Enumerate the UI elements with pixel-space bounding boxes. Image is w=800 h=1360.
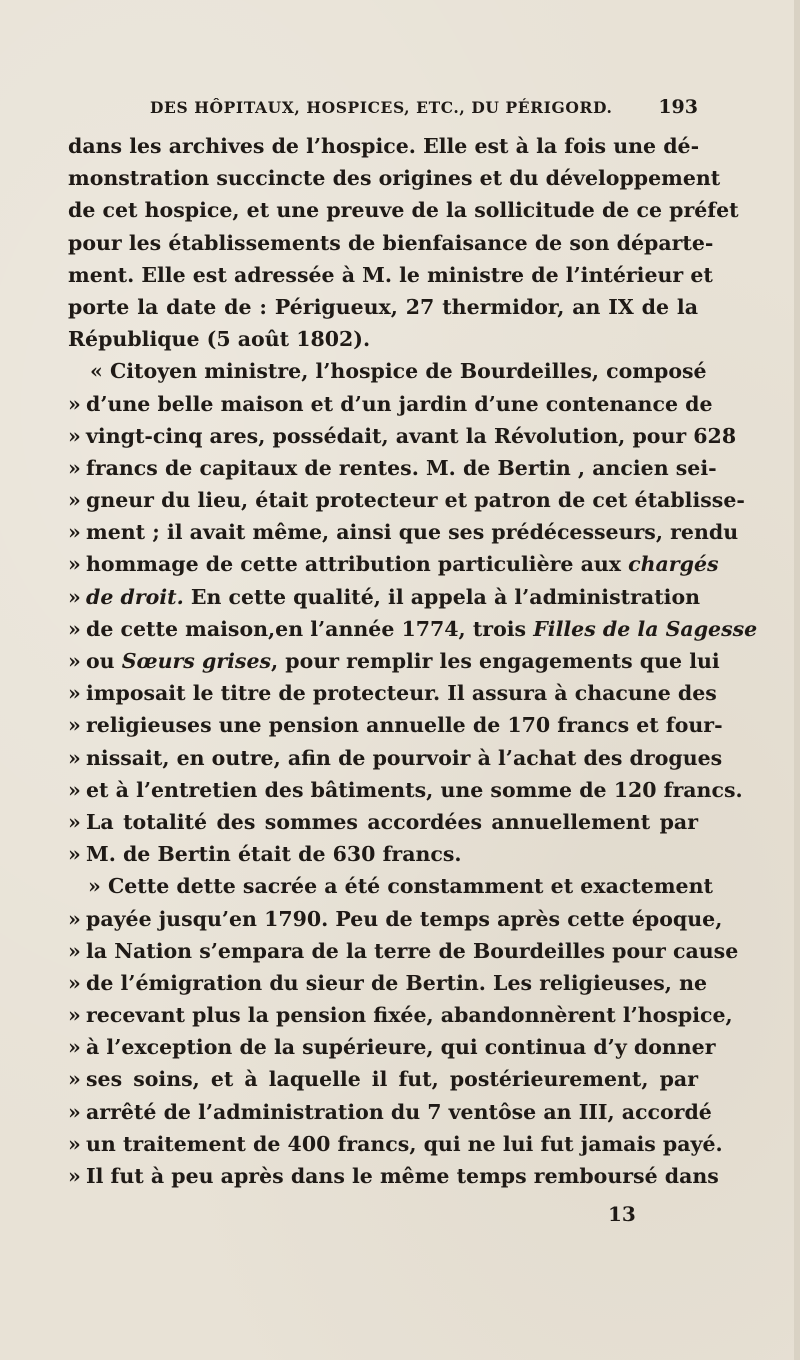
quote-text: la Nation s’empara de la terre de Bourdeilles pour cause (86, 938, 739, 963)
page-edge (794, 0, 800, 1360)
quote-italic-text: Sœurs grises (121, 649, 272, 673)
quote-opening-line: » Cette dette sacrée a été constamment et exactement (88, 874, 713, 899)
guillemet: » (68, 488, 81, 513)
quote-italic-text: de droit. (86, 584, 184, 609)
quote-text: de l’émigration du sieur de Bertin. Les religieuses, ne (86, 970, 708, 995)
guillemet: » (68, 681, 81, 706)
guillemet: » (68, 842, 81, 867)
text-line: République (5 août 1802). (68, 327, 371, 352)
quote-text: de cette maison,en l’année 1774, trois (86, 616, 534, 641)
quote-text: payée jusqu’en 1790. Peu de temps après cette époque, (86, 906, 723, 931)
text-line: pour les établissements de bienfaisance de son départe- (68, 230, 714, 255)
quote-line (68, 1128, 723, 1160)
quote-line (68, 999, 733, 1031)
quote-text: et à l’entretien des bâtiments, une somme de 120 francs. (86, 777, 743, 802)
quote-text: ses soins, et à laquelle il fut, postérieurement, par (86, 1067, 698, 1092)
quote-text: ment ; il avait même, ainsi que ses prédécesseurs, rendu (86, 520, 739, 545)
quote-text: religieuses une pension annuelle de 170 francs et four- (86, 713, 723, 738)
guillemet: » (68, 809, 81, 834)
quote-text: nissait, en outre, afin de pourvoir à l’achat des drogues (86, 745, 723, 770)
quote-text: M. de Bertin était de 630 francs. (86, 842, 462, 867)
page-header (150, 96, 698, 124)
quote-line (68, 452, 717, 484)
guillemet: » (68, 777, 81, 802)
quote-line (68, 709, 723, 741)
quote-line (68, 935, 739, 967)
quote-text: , pour remplir les engagements que lui (271, 649, 720, 673)
body-text (68, 130, 758, 1192)
quote-text: francs de capitaux de rentes. M. de Bertin , ancien sei- (86, 455, 717, 480)
quote-line (68, 548, 719, 580)
guillemet: » (68, 584, 81, 609)
quote-text: un traitement de 400 francs, qui ne lui fut jamais payé. (86, 1131, 723, 1156)
quote-line (68, 420, 737, 452)
quote-text: recevant plus la pension fixée, abandonnèrent l’hospice, (86, 1003, 733, 1028)
text-line: ment. Elle est adressée à M. le ministre de l’intérieur et (68, 262, 713, 287)
guillemet: » (68, 970, 81, 995)
quote-line (68, 388, 713, 420)
guillemet: » (68, 713, 81, 738)
quote-line (68, 838, 698, 870)
quote-text: ou (86, 649, 122, 673)
quote-line (68, 484, 745, 516)
quote-line (68, 903, 723, 935)
guillemet: » (68, 1003, 81, 1028)
quote-line (68, 806, 698, 838)
quote-line (68, 581, 701, 613)
quote-line (68, 613, 758, 645)
guillemet: » (68, 616, 81, 641)
quote-text: arrêté de l’administration du 7 ventôse an III, accordé (86, 1099, 712, 1124)
quote-text: La totalité des sommes accordées annuellement par (86, 809, 698, 834)
quote-line (68, 742, 723, 774)
text-line: porte la date de : Périgueux, 27 thermidor, an IX de la (68, 294, 698, 319)
running-title: DES HÔPITAUX, HOSPICES, ETC., DU PÉRIGORD. (150, 98, 613, 117)
quote-line (68, 677, 717, 709)
quote-line (68, 1160, 719, 1192)
quote-text: imposait le titre de protecteur. Il assura à chacune des (86, 681, 717, 706)
quote-line (68, 516, 739, 548)
text-line: monstration succincte des origines et du développement (68, 166, 721, 191)
text-line: de cet hospice, et une preuve de la sollicitude de ce préfet (68, 198, 739, 223)
quote-italic-text: chargés (628, 552, 719, 577)
guillemet: » (68, 520, 81, 545)
guillemet: » (68, 391, 81, 416)
guillemet: » (68, 552, 81, 577)
guillemet: » (68, 1164, 81, 1188)
guillemet: » (68, 745, 81, 770)
quote-line (68, 1096, 712, 1128)
quote-text: En cette qualité, il appela à l’administration (183, 584, 701, 609)
guillemet: » (68, 906, 81, 931)
guillemet: » (68, 938, 81, 963)
quote-line (68, 645, 720, 677)
text-line: dans les archives de l’hospice. Elle est à la fois une dé- (68, 134, 700, 158)
page-number: 193 (658, 96, 698, 118)
guillemet: » (68, 455, 81, 480)
guillemet: » (68, 1131, 81, 1156)
quote-line (68, 1031, 716, 1063)
guillemet: » (68, 1067, 81, 1092)
guillemet: » (68, 1035, 81, 1060)
quote-text: vingt-cinq ares, possédait, avant la Révolution, pour 628 (86, 423, 737, 448)
quote-line (68, 967, 708, 999)
guillemet: » (68, 649, 81, 673)
quote-line (68, 1063, 698, 1095)
guillemet: » (68, 423, 81, 448)
quote-text: gneur du lieu, était protecteur et patron de cet établisse- (86, 488, 745, 513)
quote-text: Il fut à peu après dans le même temps remboursé dans (86, 1164, 719, 1188)
quote-text: à l’exception de la supérieure, qui continua d’y donner (86, 1035, 716, 1060)
quote-text: hommage de cette attribution particulière aux (86, 552, 629, 577)
guillemet: » (68, 1099, 81, 1124)
quote-line (68, 774, 743, 806)
quote-opening-line: « Citoyen ministre, l’hospice de Bourdeilles, composé (90, 359, 707, 384)
quote-text: d’une belle maison et d’un jardin d’une contenance de (86, 391, 713, 416)
quote-italic-text: Filles de la Sagesse (533, 616, 758, 641)
signature-mark: 13 (608, 1202, 636, 1226)
